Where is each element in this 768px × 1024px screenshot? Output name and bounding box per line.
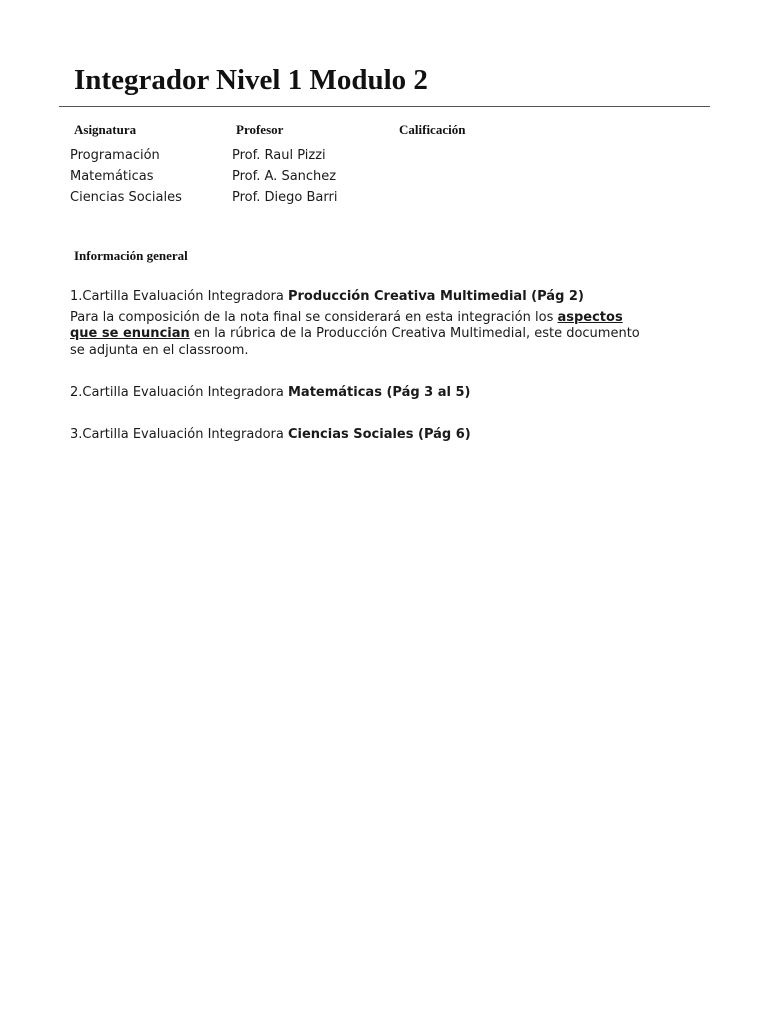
title-divider (59, 106, 710, 107)
item-description-line-3: se adjunta en el classroom. (70, 343, 249, 358)
item-title: Ciencias Sociales (Pág 6) (287, 427, 471, 442)
item-description-line-2 (70, 325, 640, 342)
description-text: Para la composición de la nota final se considerará en esta integración los (70, 310, 558, 325)
list-item (70, 384, 471, 401)
item-prefix: 1.Cartilla Evaluación Integradora (70, 289, 288, 304)
list-item (70, 426, 471, 443)
header-subject: Asignatura (74, 122, 137, 137)
teacher-cell: Prof. Raul Pizzi (232, 148, 326, 163)
subject-cell: Programación (70, 148, 160, 163)
header-grade: Calificación (399, 122, 466, 137)
subject-cell: Matemáticas (70, 169, 154, 184)
list-item (70, 288, 584, 305)
item-description-line-1 (70, 309, 623, 326)
item-prefix: 3.Cartilla Evaluación Integradora (70, 427, 288, 442)
teacher-cell: Prof. A. Sanchez (232, 169, 337, 184)
item-title: Matemáticas (Pág 3 al 5) (287, 385, 471, 400)
item-prefix: 2.Cartilla Evaluación Integradora (70, 385, 288, 400)
document-title: Integrador Nivel 1 Modulo 2 (74, 64, 428, 96)
general-info-heading: Información general (74, 248, 188, 263)
subject-cell: Ciencias Sociales (70, 190, 182, 205)
description-text: en la rúbrica de la Producción Creativa Multimedial, este documento (189, 326, 640, 341)
teacher-cell: Prof. Diego Barri (232, 190, 338, 205)
emphasized-text: que se enuncian (70, 326, 190, 341)
header-teacher: Profesor (236, 122, 284, 137)
emphasized-text: aspectos (557, 310, 623, 325)
item-title: Producción Creativa Multimedial (Pág 2) (287, 289, 584, 304)
